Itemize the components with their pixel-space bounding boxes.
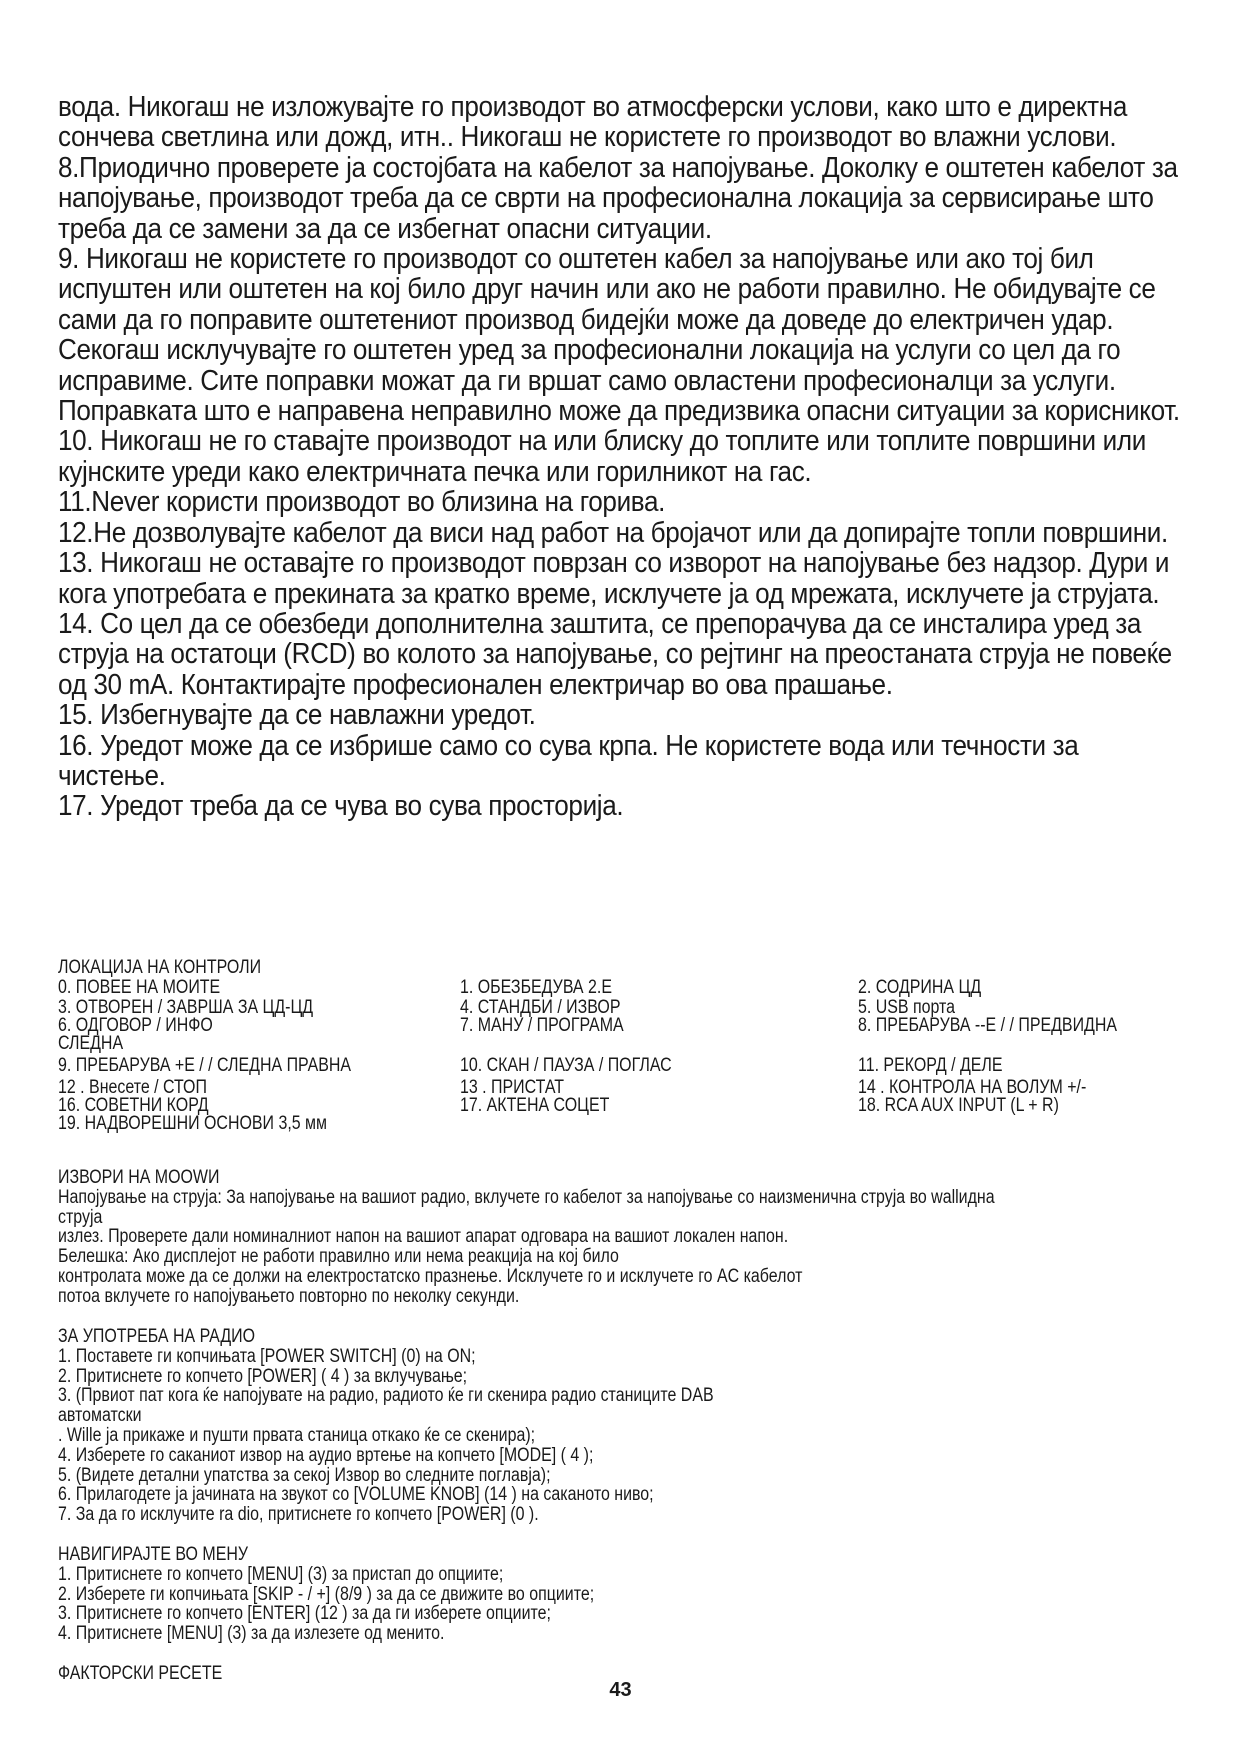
control-item: 16. СОВЕТНИ КОРД — [58, 1095, 209, 1116]
text-line: 2. Изберете ги копчињата [SKIP - / +] (8/9 ) за да се движите во опциите; — [58, 1583, 595, 1605]
text-line: 1. Поставете ги копчињата [POWER SWITCH] (0) на ON; — [58, 1345, 476, 1367]
controls-row — [58, 978, 1188, 998]
control-item: 7. МАНУ / ПРОГРАМА — [460, 1015, 624, 1036]
text-line: автоматски — [58, 1405, 142, 1427]
section-heading: ИЗВОРИ НА MOOWИ — [58, 1167, 220, 1188]
controls-heading: ЛОКАЦИЈА НА КОНТРОЛИ — [58, 957, 262, 978]
text-line: 4. Изберете го саканиот извор на аудио вртење на копчето [MODE] ( 4 ); — [58, 1444, 594, 1466]
section-heading: ФАКТОРСКИ РЕСЕТЕ — [58, 1663, 223, 1684]
control-item: 9. ПРЕБАРУВА +Е / / СЛЕДНА ПРАВНА — [58, 1055, 352, 1076]
safety-instructions — [58, 92, 1188, 822]
control-item: 17. АКТЕНА СОЦЕТ — [460, 1095, 610, 1116]
control-item: 18. RCA AUX INPUT (L + R) — [858, 1095, 1059, 1116]
paragraph-17: 17. Уредот треба да се чува во сува просторија. — [58, 790, 624, 823]
paragraph-12: 12.Не дозволувајте кабелот да виси над работ на бројачот или да допирајте топли површини. — [58, 516, 1168, 549]
radio-section — [58, 1327, 1112, 1525]
text-line: 4. Притиснете [MENU] (3) за да излезете од менито. — [58, 1623, 445, 1645]
text-line: Напојување на струја: За напојување на вашиот радио, вклучете го кабелот за напојување со наизменична струја во wallидна — [58, 1186, 995, 1208]
text-line: 7. За да го исклучите ra dio, притиснете го копчето [POWER] (0 ). — [58, 1504, 539, 1526]
control-item: 0. ПОВЕЕ НА МОИТЕ — [58, 977, 221, 998]
control-item: 5. USB порта — [858, 997, 956, 1018]
control-item: 1. ОБЕЗБЕДУВА 2.Е — [460, 977, 612, 998]
control-item: 2. СОДРИНА ЦД — [858, 977, 982, 998]
text-line: Белешка: Ако дисплејот не работи правилно или нема реакција на кој било — [58, 1246, 619, 1268]
control-item: 10. СКАН / ПАУЗА / ПОГЛАС — [460, 1055, 672, 1076]
text-line: 3. (Првиот пат кога ќе напојувате на радио, радиото ќе ги скенира радио станиците DAB — [58, 1385, 714, 1407]
control-item: 13 . ПРИСТАТ — [460, 1077, 565, 1098]
text-line: 1. Притиснете го копчето [MENU] (3) за пристап до опциите; — [58, 1563, 504, 1585]
paragraph-15: 15. Избегнувајте да се навлажни уредот. — [58, 699, 536, 732]
text-line: . Wille ја прикаже и пушти првата станица откако ќе се скенира); — [58, 1424, 536, 1446]
controls-row — [58, 1114, 1188, 1134]
text-line: 5. (Видете детални упатства за секој Извор во следните поглавја); — [58, 1464, 551, 1486]
controls-row — [58, 1056, 1188, 1076]
control-item: 19. НАДВОРЕШНИ ОСНОВИ 3,5 мм — [58, 1113, 328, 1134]
paragraph-13: 13. Никогаш не оставајте го производот поврзан со изворот на напојување без надзор. Дури и кога употребата е прекината за кратко време, исклучете ја од мрежата, исклучете ја струјата. — [58, 547, 1170, 610]
paragraph-16: 16. Уредот може да се избрише само со сува крпа. Не користете вода или течности за чистење. — [58, 729, 1079, 792]
paragraph-10: 10. Никогаш не го ставајте производот на или блиску до топлите или топлите површини или кујнските уреди како електричната печка или горилникот на гас. — [58, 425, 1146, 488]
paragraph-11: 11.Never користи производот во близина на горива. — [58, 486, 666, 519]
controls-row — [58, 1016, 1188, 1036]
text-line: потоа вклучете го напојувањето повторно по неколку секунди. — [58, 1285, 520, 1307]
power-section — [58, 1168, 1112, 1307]
control-item: 3. ОТВОРЕН / ЗАВРША ЗА ЦД-ЦД — [58, 997, 314, 1018]
page-number: 43 — [609, 1679, 632, 1701]
section-heading: ЗА УПОТРЕБА НА РАДИО — [58, 1326, 256, 1347]
paragraph-9: 9. Никогаш не користете го производот со оштетен кабел за напојување или ако тој бил испуштен или оштетен на кој било друг начин или ако не работи правилно. Не обидувајте се сами да го поправите оштетениот производ бидејќи може да доведе до електричен удар. Секогаш исклучувајте го оштетен уред за професионални локација на услуги со цел да го исправиме. Сите поправки можат да ги вршат само овластени професионалци за услуги. Поправката што е направена неправилно може да предизвика опасни ситуации за корисникот. — [58, 243, 1180, 428]
text-line: излез. Проверете дали номиналниот напон на вашиот апарат одговара на вашиот локален напон. — [58, 1226, 789, 1248]
control-item: 8. ПРЕБАРУВА --Е / / ПРЕДВИДНА — [858, 1015, 1118, 1036]
control-item: 12 . Внесете / СТОП — [58, 1077, 207, 1098]
text-line: 6. Прилагодете ја јачината на звукот со [VOLUME KNOB] (14 ) на саканото ниво; — [58, 1484, 654, 1506]
paragraph-14: 14. Со цел да се обезбеди дополнителна заштита, се препорачува да се инсталира уред за струја на остатоци (RCD) во колото за напојување, со рејтинг на преостаната струја не повеќе од 30 mA. Контактирајте професионален електричар во ова прашање. — [58, 607, 1172, 701]
text-line: контролата може да се должи на електростатско празнење. Исклучете го и исклучете го AC кабелот — [58, 1265, 803, 1287]
section-heading: НАВИГИРАЈТЕ ВО МЕНУ — [58, 1544, 249, 1565]
control-item: 4. СТАНДБИ / ИЗВОР — [460, 997, 621, 1018]
controls-row — [58, 1034, 1188, 1054]
control-item: СЛЕДНА — [58, 1033, 124, 1054]
menu-section — [58, 1545, 1112, 1644]
text-line: 2. Притиснете го копчето [POWER] ( 4 ) за вклучување; — [58, 1365, 468, 1387]
text-line: струја — [58, 1206, 103, 1228]
text-line: 3. Притиснете го копчето [ENTER] (12 ) за да ги изберете опциите; — [58, 1603, 551, 1625]
paragraph-7-cont: вода. Никогаш не изложувајте го производот во атмосферски услови, како што е директна сончева светлина или дожд, итн.. Никогаш не користете го производот во влажни услови. — [58, 91, 1127, 154]
paragraph-8: 8.Приодично проверете ја состојбата на кабелот за напојување. Доколку е оштетен кабелот за напојување, производот треба да се сврти на професионална локација за сервисирање што треба да се замени за да се избегнат опасни ситуации. — [58, 151, 1178, 245]
control-item: 6. ОДГОВОР / ИНФО — [58, 1015, 213, 1036]
control-item: 11. РЕКОРД / ДЕЛЕ — [858, 1055, 1003, 1076]
control-item: 14 . КОНТРОЛА НА ВОЛУМ +/- — [858, 1077, 1087, 1098]
